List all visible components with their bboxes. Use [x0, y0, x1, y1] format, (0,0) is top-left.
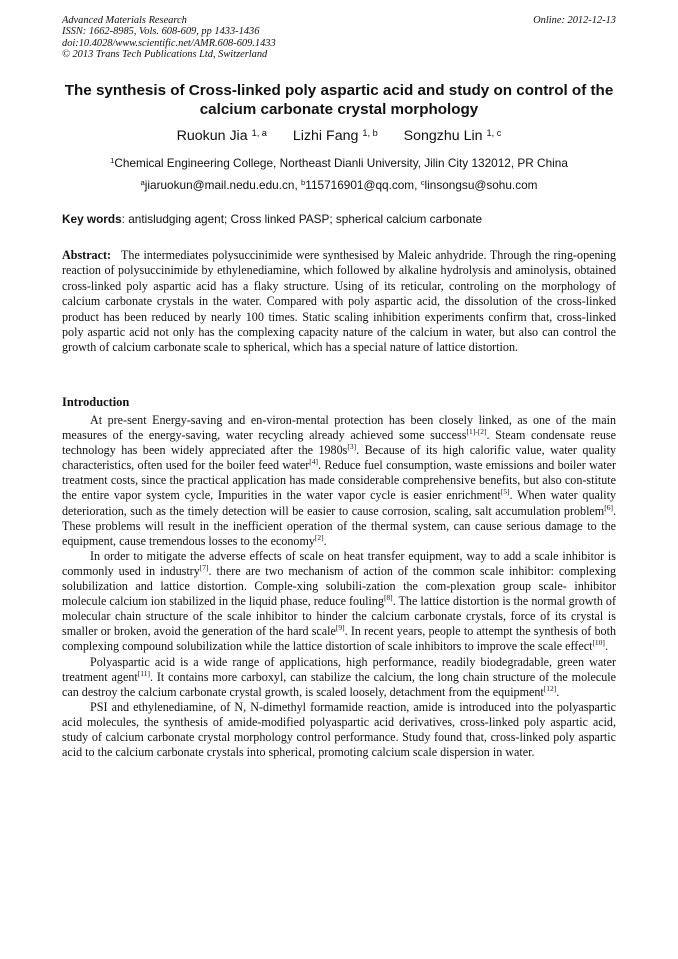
affiliation-text: Chemical Engineering College, Northeast Dianli University, Jilin City 132012, PR China	[114, 156, 568, 170]
author-affil-mark: 1, c	[486, 128, 502, 138]
paragraph-text: Polyaspartic acid is a wide range of applications, high performance, readily biodegradable, green water treatment agent	[62, 654, 616, 684]
author-list	[62, 127, 616, 145]
journal-copyright: © 2013 Trans Tech Publications Ltd, Switzerland	[62, 49, 268, 61]
paragraph-text: . It contains more carboxyl, can stabilize the calcium, the long chain structure of the molecule can destroy the calcium carbonate crystal growth, is scaled loosely, detachment from the equipment	[62, 669, 616, 699]
citation-ref: [12]	[543, 683, 557, 693]
citation-ref: [11]	[137, 668, 150, 678]
citation-ref: [3]	[347, 442, 357, 452]
paper-title: The synthesis of Cross-linked poly aspartic acid and study on control of the calcium carbonate crystal morphology	[64, 82, 614, 118]
paragraph-text: . The lattice distortion is the normal growth of molecular chain structure of the scale inhibitor to hinder the calcium carbonate crystals, force of its crystal is smaller or broken, avoid the generation of the hard scale	[62, 594, 616, 639]
journal-issn: ISSN: 1662-8985, Vols. 608-609, pp 1433-1436	[62, 26, 260, 38]
paragraph-text: . When water quality deterioration, such as the timely detection will be easier to cause corrosion, scaling, salt accumulation problem	[62, 488, 616, 518]
journal-name: Advanced Materials Research	[62, 15, 187, 26]
citation-ref: [5]	[500, 487, 510, 497]
citation-ref: [6]	[604, 502, 613, 512]
author	[177, 127, 267, 145]
author-name: Songzhu Lin	[403, 128, 483, 144]
keywords-text: : antisludging agent; Cross linked PASP; spherical calcium carbonate	[121, 212, 483, 226]
introduction-paragraph	[62, 700, 616, 760]
introduction-paragraph	[62, 655, 616, 700]
email-mark: a	[140, 178, 145, 187]
introduction-paragraph	[62, 413, 616, 549]
paragraph-text: .	[604, 639, 608, 654]
email-list	[62, 178, 616, 193]
author-name: Ruokun Jia	[176, 128, 248, 144]
paragraph-text: . Because of its high calorific value, water quality characteristics, often used for the boiler feed water	[62, 443, 616, 473]
author-name: Lizhi Fang	[292, 128, 359, 144]
affiliation-mark: 1	[110, 156, 115, 165]
paragraph-text: PSI and ethylenediamine, of N, N-dimethyl formamide reaction, amide is introduced into the polyaspartic acid molecules, the synthesis of amide-modified polyaspartic acid derivatives, cross-linked poly aspartic acid, study of calcium carbonate crystal morphology control performance. Study found that, cross-linked poly aspartic acid to the calcium carbonate crystals into spherical, promoting calcium scale dispersion in water.	[62, 699, 616, 760]
paragraph-text: At pre-sent Energy-saving and en-viron-mental protection has been closely linked, as one of the main measures of the energy-saving, water recycling already achieved some success	[62, 413, 616, 443]
paragraph-text: In order to mitigate the adverse effects of scale on heat transfer equipment, way to add a scale inhibitor is commonly used in industry	[62, 548, 616, 578]
citation-ref: [9]	[335, 623, 345, 633]
author-affil-mark: 1, a	[251, 128, 267, 138]
author	[404, 127, 502, 145]
citation-ref: [1]-[2]	[466, 427, 487, 437]
citation-ref: [8]	[383, 593, 393, 603]
citation-ref: [10]	[592, 638, 605, 648]
email-mark: c	[420, 178, 425, 187]
introduction-paragraph	[62, 549, 616, 655]
author-affil-mark: 1, b	[362, 128, 378, 138]
citation-ref: [4]	[309, 457, 318, 467]
email-address[interactable]: 115716901@qq.com,	[305, 178, 418, 192]
paragraph-text: .	[556, 684, 560, 699]
paragraph-text: . In recent years, people to attempt the synthesis of both complexing compound solubilization while the lattice distortion of scale inhibitors to improve the scale effect	[62, 624, 616, 654]
email-address[interactable]: linsongsu@sohu.com	[424, 178, 538, 192]
affiliation	[62, 156, 616, 171]
online-date: Online: 2012-12-13	[533, 15, 616, 26]
citation-ref: [2]	[314, 532, 324, 542]
email-address[interactable]: jiaruokun@mail.nedu.edu.cn,	[144, 178, 298, 192]
introduction-body	[62, 413, 616, 760]
journal-doi: doi:10.4028/www.scientific.net/AMR.608-609.1433	[62, 37, 276, 49]
paragraph-text: .	[323, 533, 327, 548]
paragraph-text: . Reduce fuel consumption, waste emissions and boiler water treatment costs, since the practical application has made considerable comprehensive benefits, but also con-stitute the entire vapor system cycle, Impurities in the water vapor cycle is easier enrichment	[62, 458, 616, 503]
paragraph-text: . Steam condensate reuse technology has been widely appreciated after the 1980s	[62, 428, 616, 458]
paragraph-text: . there are two mechanism of action of the common scale inhibitor: complexing solubilization and lattice distortion. Comple-xing solubili-zation the com-plexation group scale- inhibitor molecule calcium ion stabilized in the liquid phase, reduce fouling	[62, 563, 616, 609]
section-heading-introduction: Introduction	[62, 395, 130, 409]
author	[293, 127, 378, 145]
abstract-label: Abstract:	[62, 248, 112, 262]
keywords-label: Key words	[62, 212, 122, 226]
abstract	[62, 248, 616, 356]
paragraph-text: . These problems will result in the inefficient operation of the thermal system, can cause serious damage to the equipment, cause tremendous losses to the economy	[62, 503, 616, 548]
journal-header	[62, 15, 616, 61]
keywords	[62, 212, 616, 227]
abstract-text: The intermediates polysuccinimide were synthesised by Maleic anhydride. Through the ring-opening reaction of polysuccinimide by ethylenediamine, which followed by alkaline hydrolysis and aminolysis, obtained cross-linked poly aspartic acid has a flaky structure. Using of its reticular, controling on the morphology of calcium carbonate crystals in the water. Compared with poly aspartic acid, the dissolution of the cross-linked product has been reduced by nearly 100 times. Static scaling inhibition experiments confirm that, cross-linked poly aspartic acid not only has the complexing capacity nature of the calcium in water, but also can control the growth of calcium carbonate scale to spherical, which has a special nature of lattice distortion.	[62, 248, 616, 355]
email-mark: b	[301, 178, 306, 187]
citation-ref: [7]	[199, 562, 209, 572]
